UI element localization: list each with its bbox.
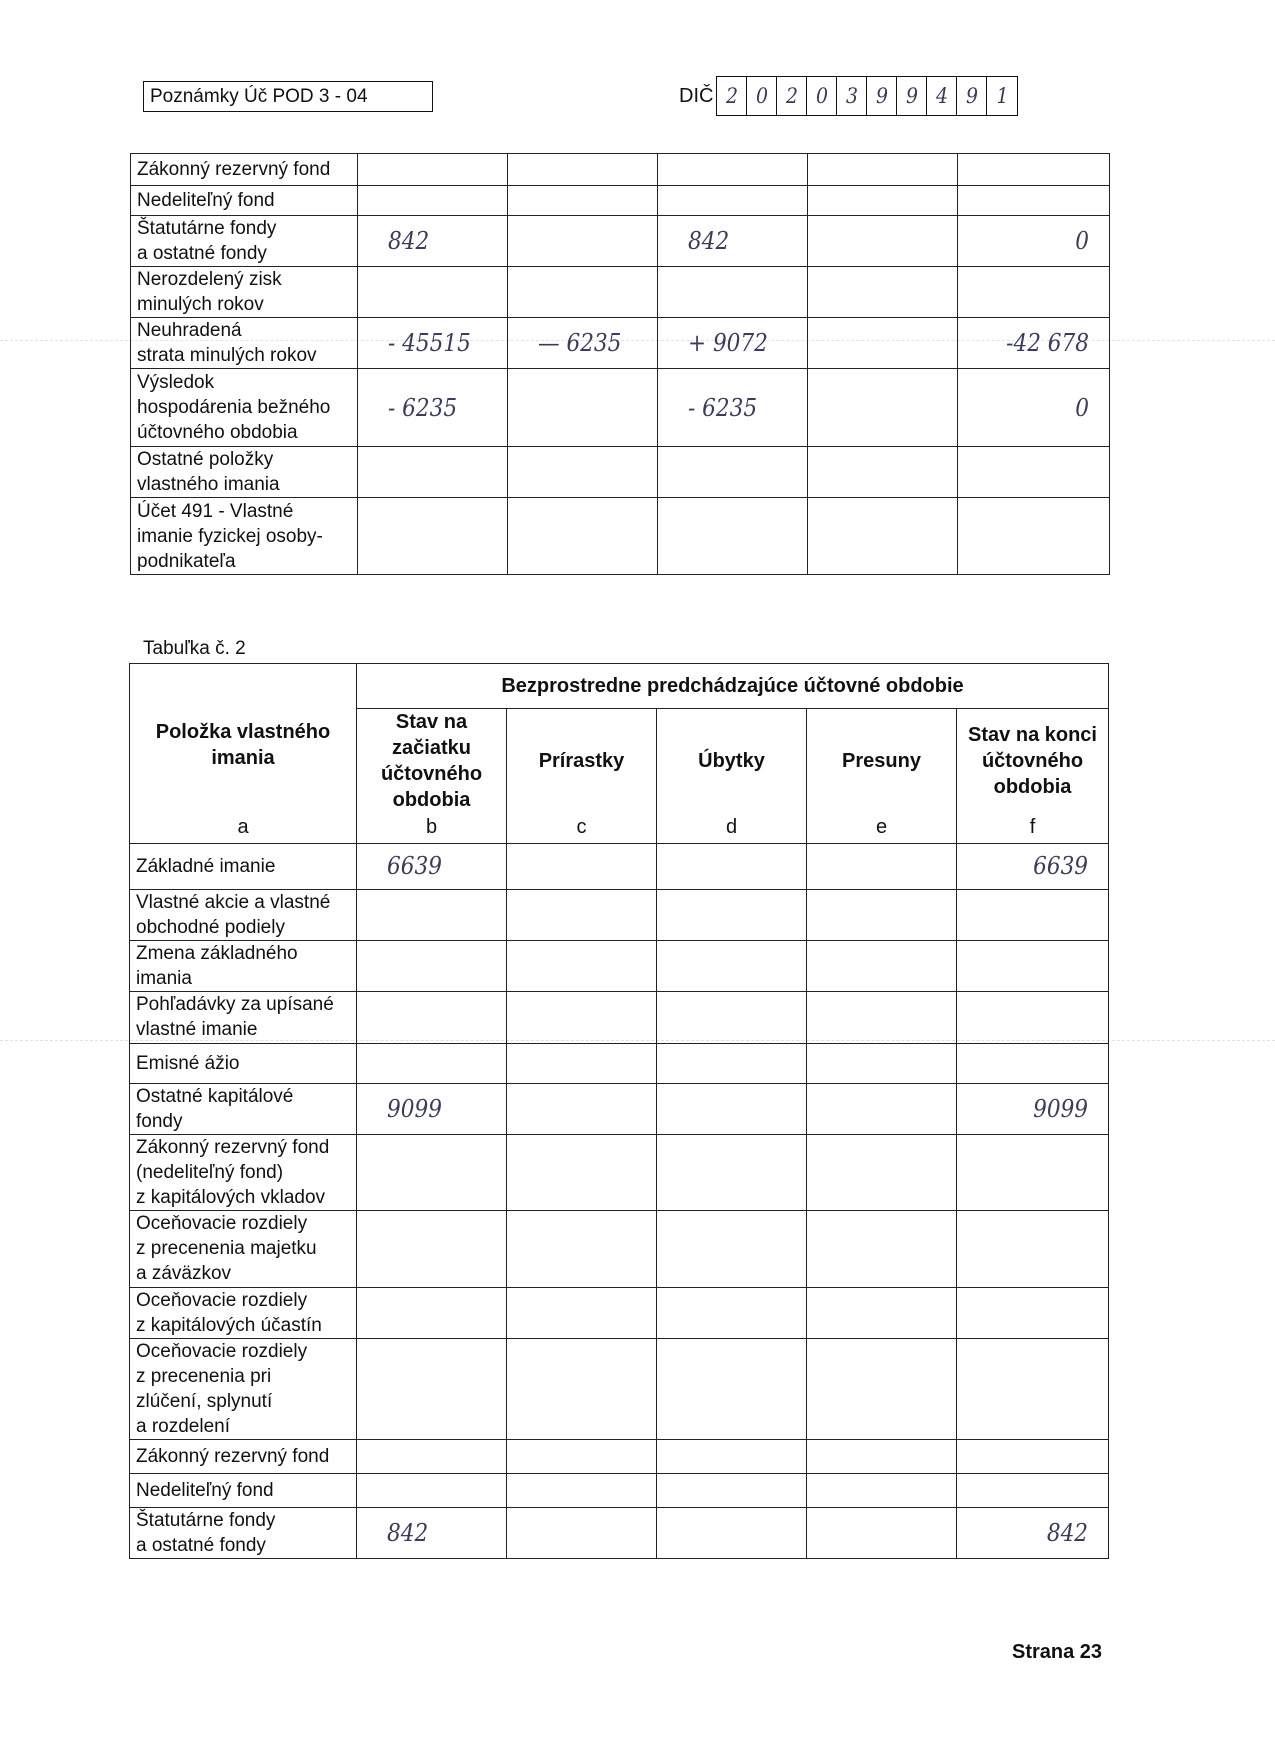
row-label: Štatutárne fondy a ostatné fondy bbox=[131, 216, 358, 267]
cell-f bbox=[957, 1439, 1109, 1473]
col-header-d: Úbytky bbox=[657, 709, 807, 814]
cell-b bbox=[357, 1210, 507, 1287]
table-row bbox=[130, 1043, 1109, 1083]
row-label: Vlastné akcie a vlastné obchodné podiely bbox=[130, 889, 357, 940]
cell-f bbox=[957, 1473, 1109, 1507]
col-header-f: Stav na konci účtovného obdobia bbox=[957, 709, 1109, 814]
table-row bbox=[131, 318, 1110, 369]
cell-e bbox=[807, 1287, 957, 1338]
cell-f: 0 bbox=[958, 216, 1110, 267]
cell-c bbox=[507, 1287, 657, 1338]
cell-b bbox=[358, 154, 508, 186]
cell-b: 842 bbox=[357, 1507, 507, 1558]
cell-f bbox=[957, 1134, 1109, 1210]
cell-c bbox=[507, 1210, 657, 1287]
cell-c bbox=[507, 1338, 657, 1439]
cell-d bbox=[657, 843, 807, 889]
row-label: Zákonný rezervný fond bbox=[130, 1439, 357, 1473]
cell-f bbox=[957, 991, 1109, 1043]
cell-c bbox=[508, 186, 658, 216]
table-caption: Tabuľka č. 2 bbox=[143, 638, 246, 659]
dic-digit: 1 bbox=[996, 84, 1009, 108]
row-label: Zákonný rezervný fond (nedeliteľný fond) z kapitálových vkladov bbox=[130, 1134, 357, 1210]
cell-c bbox=[507, 889, 657, 940]
cell-e bbox=[807, 889, 957, 940]
row-label: Nedeliteľný fond bbox=[131, 186, 358, 216]
cell-b bbox=[358, 186, 508, 216]
dic-digit: 2 bbox=[777, 77, 807, 115]
table-row bbox=[130, 1083, 1109, 1134]
cell-d: - 6235 bbox=[658, 369, 808, 447]
cell-d bbox=[657, 991, 807, 1043]
row-label: Štatutárne fondy a ostatné fondy bbox=[130, 1507, 357, 1558]
cell-f bbox=[958, 447, 1110, 498]
row-label: Oceňovacie rozdiely z precenenia majetku a záväzkov bbox=[130, 1210, 357, 1287]
col-header-c: Prírastky bbox=[507, 709, 657, 814]
cell-e bbox=[807, 1507, 957, 1558]
cell-c bbox=[507, 1439, 657, 1473]
cell-b bbox=[357, 1338, 507, 1439]
cell-d: 842 bbox=[658, 216, 808, 267]
row-label: Pohľadávky za upísané vlastné imanie bbox=[130, 991, 357, 1043]
cell-c bbox=[508, 154, 658, 186]
col-letter: f bbox=[957, 813, 1109, 843]
col-letter: a bbox=[130, 813, 357, 843]
cell-c bbox=[507, 1043, 657, 1083]
table-row bbox=[130, 843, 1109, 889]
cell-b: 9099 bbox=[357, 1083, 507, 1134]
cell-f bbox=[957, 889, 1109, 940]
cell-e bbox=[808, 318, 958, 369]
dic-digit: 9 bbox=[957, 77, 987, 115]
cell-e bbox=[807, 991, 957, 1043]
cell-b: - 45515 bbox=[358, 318, 508, 369]
row-label: Oceňovacie rozdiely z precenenia pri zlúčení, splynutí a rozdelení bbox=[130, 1338, 357, 1439]
cell-b: 6639 bbox=[357, 843, 507, 889]
row-label: Emisné ážio bbox=[130, 1043, 357, 1083]
cell-d bbox=[658, 498, 808, 575]
cell-e bbox=[807, 1134, 957, 1210]
cell-e bbox=[807, 843, 957, 889]
dic-digit: 3 bbox=[837, 77, 867, 115]
cell-c bbox=[508, 369, 658, 447]
cell-d bbox=[657, 940, 807, 991]
cell-b bbox=[357, 1287, 507, 1338]
col-letter: c bbox=[507, 813, 657, 843]
table-row bbox=[130, 1287, 1109, 1338]
table-row bbox=[130, 889, 1109, 940]
cell-f bbox=[958, 498, 1110, 575]
cell-f bbox=[957, 1210, 1109, 1287]
cell-f bbox=[957, 1287, 1109, 1338]
dic-boxes bbox=[716, 76, 1018, 116]
cell-f bbox=[957, 1043, 1109, 1083]
col-header-a: Položka vlastného imania bbox=[130, 664, 357, 814]
cell-c bbox=[508, 498, 658, 575]
cell-b bbox=[357, 1134, 507, 1210]
cell-d bbox=[657, 1287, 807, 1338]
cell-d bbox=[657, 1043, 807, 1083]
cell-f: 6639 bbox=[957, 843, 1109, 889]
cell-f bbox=[957, 1338, 1109, 1439]
cell-e bbox=[807, 940, 957, 991]
period-header: Bezprostredne predchádzajúce účtovné obdobie bbox=[357, 664, 1109, 709]
cell-c bbox=[507, 843, 657, 889]
table-row bbox=[130, 1507, 1109, 1558]
cell-e bbox=[808, 186, 958, 216]
table-row bbox=[131, 267, 1110, 318]
cell-e bbox=[808, 267, 958, 318]
dic-digit: 0 bbox=[807, 77, 837, 115]
table-row bbox=[130, 1473, 1109, 1507]
table-row bbox=[131, 447, 1110, 498]
row-label: Oceňovacie rozdiely z kapitálových účastín bbox=[130, 1287, 357, 1338]
cell-c bbox=[508, 447, 658, 498]
cell-c bbox=[507, 1134, 657, 1210]
cell-d bbox=[658, 447, 808, 498]
table-row bbox=[130, 991, 1109, 1043]
cell-b: - 6235 bbox=[358, 369, 508, 447]
table-row bbox=[130, 1134, 1109, 1210]
table-row bbox=[130, 1439, 1109, 1473]
cell-e bbox=[808, 447, 958, 498]
cell-b bbox=[358, 267, 508, 318]
cell-e bbox=[807, 1473, 957, 1507]
dic-digit: 9 bbox=[867, 77, 897, 115]
cell-c: — 6235 bbox=[508, 318, 658, 369]
cell-d bbox=[657, 889, 807, 940]
cell-b bbox=[357, 1043, 507, 1083]
row-label: Výsledok hospodárenia bežného účtovného obdobia bbox=[131, 369, 358, 447]
col-letter: d bbox=[657, 813, 807, 843]
cell-f: 842 bbox=[957, 1507, 1109, 1558]
cell-d bbox=[657, 1338, 807, 1439]
cell-d bbox=[657, 1083, 807, 1134]
dic-field bbox=[679, 76, 1018, 116]
row-label: Neuhradená strata minulých rokov bbox=[131, 318, 358, 369]
cell-e bbox=[807, 1338, 957, 1439]
table-row bbox=[130, 940, 1109, 991]
cell-c bbox=[508, 216, 658, 267]
table-row bbox=[131, 498, 1110, 575]
col-header-b: Stav na začiatku účtovného obdobia bbox=[357, 709, 507, 814]
cell-d bbox=[657, 1210, 807, 1287]
cell-d bbox=[658, 154, 808, 186]
cell-f: 9099 bbox=[957, 1083, 1109, 1134]
cell-c bbox=[507, 1083, 657, 1134]
cell-e bbox=[807, 1083, 957, 1134]
dic-digit: 9 bbox=[897, 77, 927, 115]
row-label: Nerozdelený zisk minulých rokov bbox=[131, 267, 358, 318]
cell-e bbox=[808, 154, 958, 186]
equity-table-previous bbox=[129, 663, 1109, 1559]
cell-e bbox=[807, 1043, 957, 1083]
dic-digit: 2 bbox=[717, 77, 747, 115]
cell-d bbox=[658, 267, 808, 318]
cell-c bbox=[507, 1507, 657, 1558]
cell-c bbox=[507, 1473, 657, 1507]
table-row bbox=[130, 1210, 1109, 1287]
row-label: Zákonný rezervný fond bbox=[131, 154, 358, 186]
cell-b bbox=[357, 889, 507, 940]
cell-d bbox=[657, 1507, 807, 1558]
table-row bbox=[131, 186, 1110, 216]
row-label: Ostatné kapitálové fondy bbox=[130, 1083, 357, 1134]
table-row bbox=[131, 154, 1110, 186]
page-number: Strana 23 bbox=[1012, 1641, 1103, 1663]
cell-b bbox=[357, 940, 507, 991]
cell-e bbox=[807, 1210, 957, 1287]
row-label: Ostatné položky vlastného imania bbox=[131, 447, 358, 498]
row-label: Nedeliteľný fond bbox=[130, 1473, 357, 1507]
table-row bbox=[131, 369, 1110, 447]
cell-d bbox=[657, 1473, 807, 1507]
cell-f: -42 678 bbox=[958, 318, 1110, 369]
cell-c bbox=[507, 991, 657, 1043]
cell-c bbox=[507, 940, 657, 991]
row-label: Zmena základného imania bbox=[130, 940, 357, 991]
cell-e bbox=[808, 369, 958, 447]
cell-d bbox=[657, 1134, 807, 1210]
cell-b bbox=[357, 1439, 507, 1473]
col-letter: b bbox=[357, 813, 507, 843]
cell-f bbox=[958, 186, 1110, 216]
cell-b bbox=[358, 447, 508, 498]
cell-f: 0 bbox=[958, 369, 1110, 447]
cell-e bbox=[807, 1439, 957, 1473]
cell-d bbox=[657, 1439, 807, 1473]
cell-e bbox=[808, 498, 958, 575]
form-id-box: Poznámky Úč POD 3 - 04 bbox=[143, 81, 433, 112]
cell-e bbox=[808, 216, 958, 267]
cell-b: 842 bbox=[358, 216, 508, 267]
cell-b bbox=[357, 1473, 507, 1507]
dic-digit: 4 bbox=[927, 77, 957, 115]
table-row bbox=[130, 1338, 1109, 1439]
cell-f bbox=[957, 940, 1109, 991]
cell-f bbox=[958, 267, 1110, 318]
cell-f bbox=[958, 154, 1110, 186]
cell-b bbox=[358, 498, 508, 575]
col-letter: e bbox=[807, 813, 957, 843]
dic-digit: 0 bbox=[747, 77, 777, 115]
row-label: Účet 491 - Vlastné imanie fyzickej osoby- podnikateľa bbox=[131, 498, 358, 575]
row-label: Základné imanie bbox=[130, 843, 357, 889]
equity-table-current bbox=[130, 153, 1110, 575]
cell-c bbox=[508, 267, 658, 318]
table-row bbox=[131, 216, 1110, 267]
cell-d: + 9072 bbox=[658, 318, 808, 369]
col-header-e: Presuny bbox=[807, 709, 957, 814]
cell-d bbox=[658, 186, 808, 216]
dic-label: DIČ bbox=[679, 84, 714, 107]
cell-b bbox=[357, 991, 507, 1043]
